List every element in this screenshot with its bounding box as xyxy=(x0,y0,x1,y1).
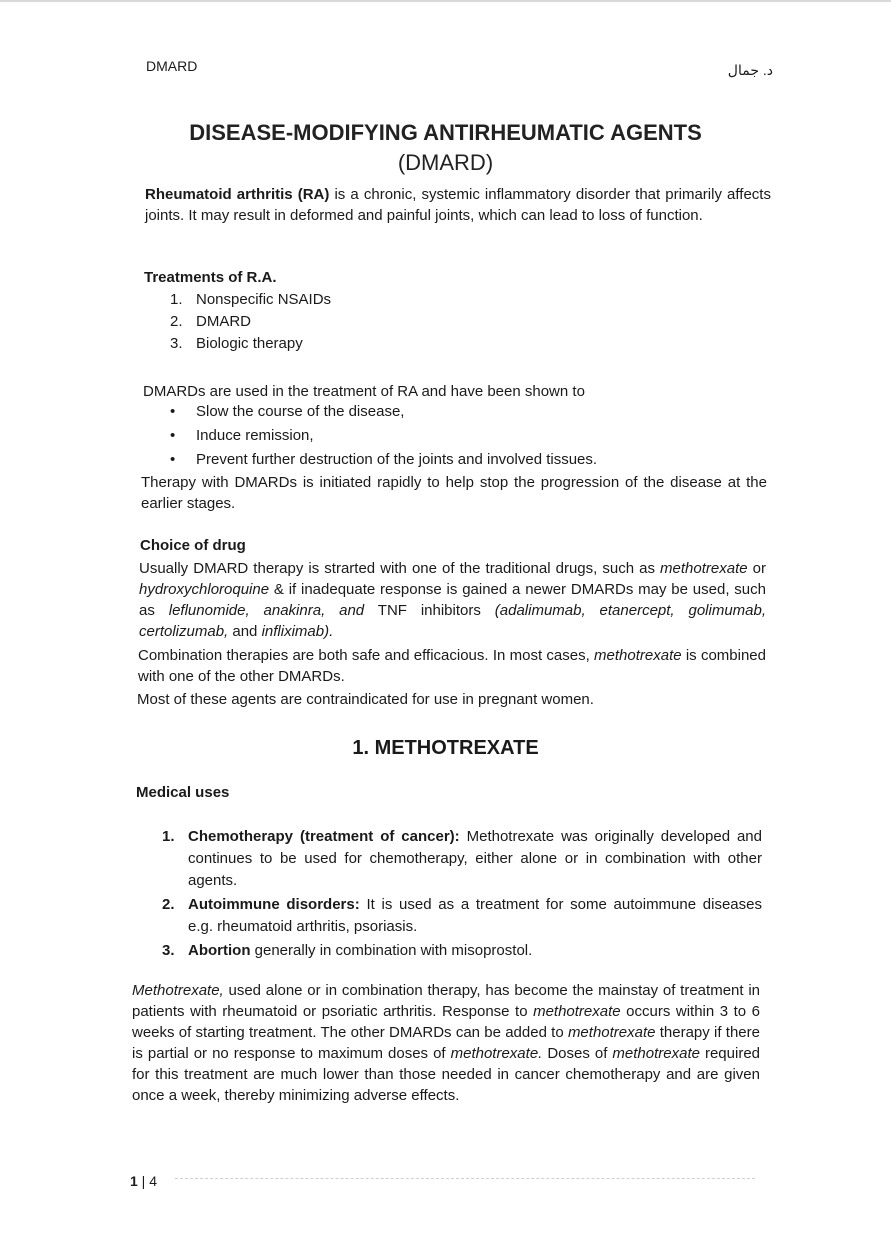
dmards-intro: DMARDs are used in the treatment of RA and have been shown to xyxy=(143,383,585,400)
treatments-list xyxy=(170,289,570,355)
drug-name: (adalimumab, etanercept, golimumab, certolizumab, xyxy=(139,602,767,640)
use-text: Methotrexate was originally developed and continues to be used for chemotherapy, either alone or in combination with other agents. xyxy=(188,828,762,889)
drug-name: leflunomide, anakinra, and xyxy=(168,602,365,619)
text-run: Doses of xyxy=(542,1045,613,1062)
text-run: used alone or in combination therapy, has become the mainstay of treatment in patients with rheumatoid or psoriatic arthritis. Response to xyxy=(132,982,760,1020)
intro-term: Rheumatoid arthritis (RA) xyxy=(145,186,330,203)
drug-name: methotrexate. xyxy=(450,1045,543,1062)
list-number: 3. xyxy=(170,335,183,352)
page-number xyxy=(130,1173,157,1189)
list-number: 2. xyxy=(162,896,175,913)
page-current: 1 xyxy=(130,1173,138,1189)
drug-name: methotrexate xyxy=(660,560,748,577)
list-number: 2. xyxy=(170,313,183,330)
use-text: It is used as a treatment for some autoimmune diseases e.g. rheumatoid arthritis, psoriasis. xyxy=(188,896,762,935)
list-number: 1. xyxy=(170,291,183,308)
text-run: required for this treatment are much lower than those needed in cancer chemotherapy and are given once a week, thereby minimizing adverse effects. xyxy=(132,1045,761,1104)
page-separator: | xyxy=(137,1173,150,1189)
dmards-bullets xyxy=(168,400,768,472)
treatments-heading: Treatments of R.A. xyxy=(144,269,277,286)
list-item xyxy=(162,826,762,892)
drug-name: methotrexate xyxy=(612,1045,700,1062)
list-label: Biologic therapy xyxy=(196,335,303,352)
therapy-paragraph: Therapy with DMARDs is initiated rapidly to help stop the progression of the disease at the earlier stages. xyxy=(141,474,767,512)
page-total: 4 xyxy=(149,1173,158,1189)
list-label: Nonspecific NSAIDs xyxy=(196,291,332,308)
use-text: generally in combination with misoprostol. xyxy=(250,942,533,959)
bullet-item: • Prevent further destruction of the joints and involved tissues. xyxy=(168,448,768,472)
use-term: Autoimmune disorders: xyxy=(188,896,360,913)
use-term: Chemotherapy (treatment of cancer): xyxy=(188,828,460,845)
choice-heading: Choice of drug xyxy=(140,537,246,554)
text-run: occurs within 3 to 6 weeks of starting treatment. The other DMARDs can be added to xyxy=(132,1003,760,1041)
closing-paragraph xyxy=(132,980,760,1106)
page-subtitle: (DMARD) xyxy=(397,150,494,175)
text-run: and xyxy=(228,623,262,640)
bullet-item: • Induce remission, xyxy=(168,424,768,448)
intro-paragraph xyxy=(145,184,771,226)
text-run: is combined with one of the other DMARDs. xyxy=(138,647,766,685)
list-number: 1. xyxy=(162,828,175,845)
drug-name: Methotrexate, xyxy=(132,982,224,999)
list-number: 3. xyxy=(162,942,175,959)
list-item xyxy=(170,289,570,311)
text-run: Combination therapies are both safe and efficacious. In most cases, xyxy=(138,647,595,664)
medical-uses-heading: Medical uses xyxy=(136,784,230,801)
drug-name: hydroxychloroquine xyxy=(139,581,270,598)
text-run: or xyxy=(747,560,766,577)
header-right: د. جمال xyxy=(727,62,773,78)
drug-name: methotrexate xyxy=(533,1003,621,1020)
choice-paragraph-3: Most of these agents are contraindicated for use in pregnant women. xyxy=(137,691,594,708)
medical-uses-list xyxy=(162,826,762,964)
choice-paragraph-1 xyxy=(139,558,766,642)
scan-edge xyxy=(0,0,891,2)
list-item xyxy=(162,894,762,938)
drug-name: methotrexate xyxy=(594,647,682,664)
text-run: Usually DMARD therapy is strarted with one of the traditional drugs, such as xyxy=(139,560,661,577)
intro-text: is a chronic, systemic inflammatory disorder that primarily affects joints. It may result in deformed and painful joints, which can lead to loss of function. xyxy=(145,186,771,224)
list-item xyxy=(170,333,570,355)
drug-name: methotrexate xyxy=(567,1024,656,1041)
section-title: 1. METHOTREXATE xyxy=(352,737,539,759)
list-item xyxy=(170,311,570,333)
use-term: Abortion xyxy=(188,942,251,959)
bullet-item: • Slow the course of the disease, xyxy=(168,400,768,424)
text-run: therapy if there is partial or no response to maximum doses of xyxy=(132,1024,760,1062)
choice-paragraph-2 xyxy=(138,645,766,687)
page-title: DISEASE-MODIFYING ANTIRHEUMATIC AGENTS xyxy=(189,120,702,145)
list-item xyxy=(162,940,762,962)
text-run: TNF inhibitors xyxy=(364,602,495,619)
footer-rule xyxy=(175,1178,755,1179)
list-label: DMARD xyxy=(196,313,251,330)
text-run: & if inadequate response is gained a newer DMARDs may be used, such as xyxy=(139,581,766,619)
drug-name: infliximab). xyxy=(261,623,334,640)
header-left: DMARD xyxy=(146,58,198,74)
